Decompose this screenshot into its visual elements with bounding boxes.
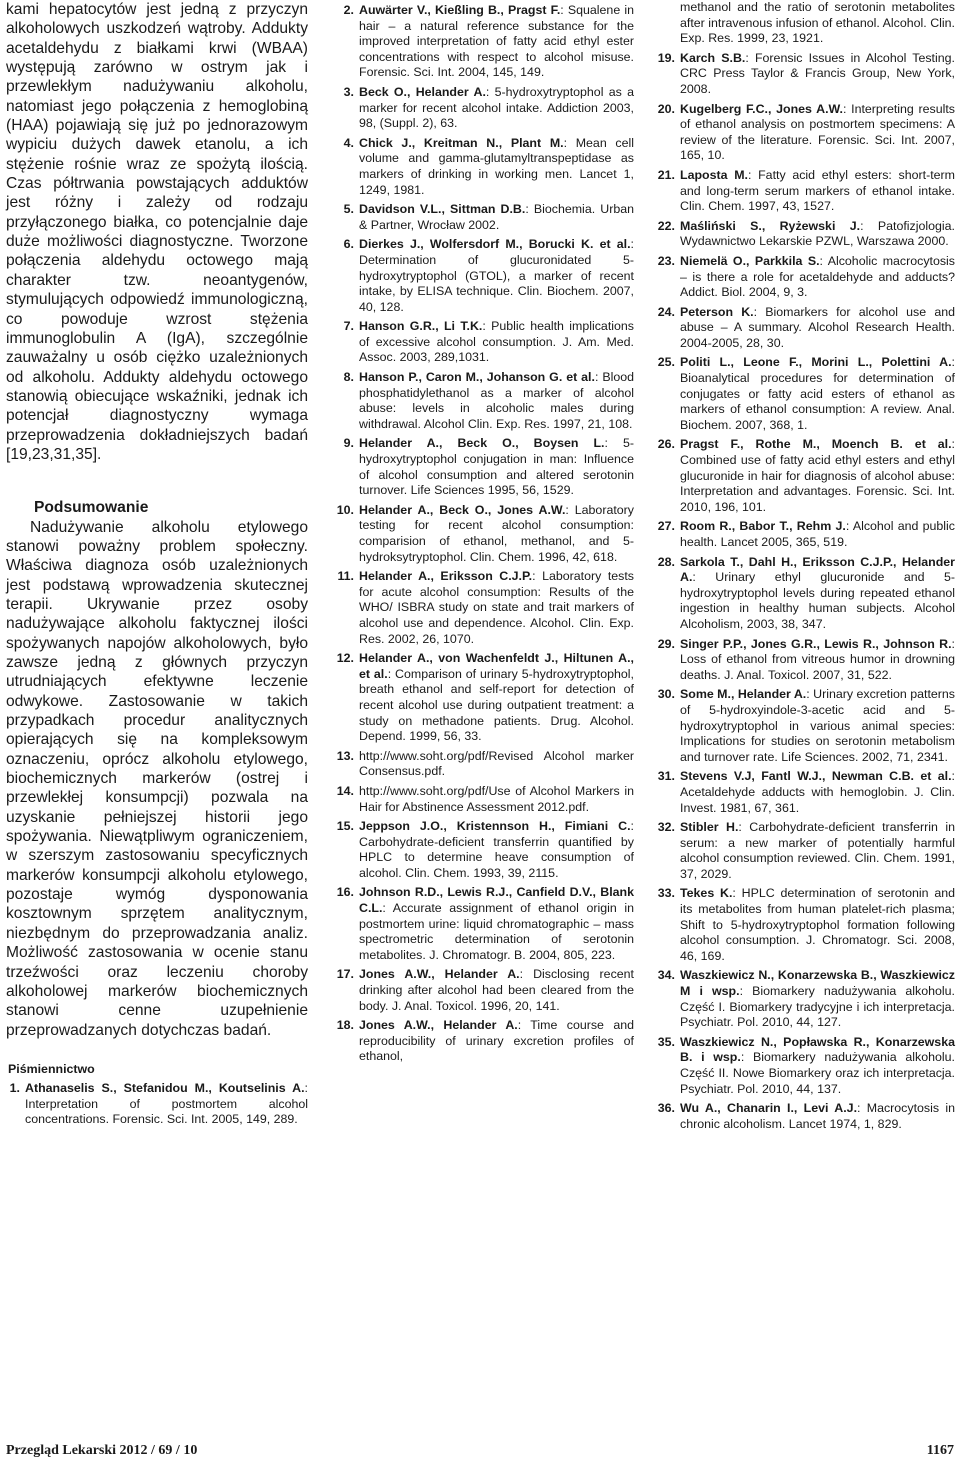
reference-details: : 5-hydroxytryptophol conjugation in man: Influence of alcohol consumption and altered serotonin turnover. Life Sciences 1995, 56, 1529. xyxy=(359,436,634,498)
reference-details: http://www.soht.org/pdf/Revised Alcohol marker Consensus.pdf. xyxy=(359,748,634,779)
reference-number: 21. xyxy=(657,167,675,182)
reference-item xyxy=(334,784,634,815)
reference-text xyxy=(359,569,634,647)
reference-item xyxy=(655,51,955,98)
reference-details: : Disclosing recent drinking after alcohol had been cleared from the body. J. Anal. Toxicol. 1996, 20, 141. xyxy=(359,967,634,1013)
reference-item xyxy=(655,687,955,765)
reference-number: 19. xyxy=(657,50,675,65)
reference-item xyxy=(334,202,634,233)
reference-item xyxy=(334,237,634,315)
reference-number: 24. xyxy=(657,304,675,319)
reference-number: 31. xyxy=(657,769,675,784)
reference-authors: Auwärter V., Kießling B., Pragst F. xyxy=(359,3,561,17)
reference-item xyxy=(334,436,634,498)
reference-number: 34. xyxy=(657,968,675,983)
reference-details: : Carbohydrate-deficient transferrin quantified by HPLC to determine heave consumption of alcohol. Clin. Chem. 1993, 39, 2115. xyxy=(359,819,634,880)
reference-details: : Acetaldehyde adducts with hemoglobin. J. Clin. Invest. 1981, 67, 361. xyxy=(680,769,955,815)
reference-authors: Sarkola T., Dahl H., Eriksson C.J.P., Helander A. xyxy=(680,554,955,585)
reference-text xyxy=(359,85,634,132)
reference-text xyxy=(359,885,634,963)
reference-text xyxy=(359,436,634,498)
reference-authors: Peterson K. xyxy=(680,304,754,319)
reference-text xyxy=(680,102,955,164)
reference-details: : Blood phosphatidylethanol as a marker of alcohol abuse: levels in alcoholic males during withdrawal. Alcohol Clin. Exp. Res. 1997, 21, 108. xyxy=(359,370,635,431)
reference-authors: Beck O., Helander A. xyxy=(359,84,486,99)
reference-text xyxy=(25,1081,308,1128)
reference-number: 1. xyxy=(9,1081,20,1096)
summary-paragraph: Nadużywanie alkoholu etylowego stanowi poważny problem społeczny. Właściwa diagnoza osób uzależnionych jest podstawą wprowadzenia skutecznej terapii. Ukrywanie przez osoby nadużywające alkoholu faktycznej ilości spożywanych napojów alkoholowych, było zawsze jedną z głównych przyczyn utrudniających efektywne leczenie odwykowe. Zastosowanie w takich przypadkach procedur analitycznych opierających się na kompleksowym oznaczeniu, oprócz alkoholu etylowego, biochemicznych markerów (ostrej i przewlekłej konsumpcji) pozwala na uzyskanie pełniejszej historii jego spożywania. Niewątpliwym ograniczeniem, w szerszym zastosowaniu specyficznych markerów konsumpcji alkoholu etylowego, pozostaje wymóg dysponowania kosztownym sprzętem analitycznym, niezbędnym do przeprowadzania analiz. Możliwość zastosowania w ocenie stanu trzeźwości oraz leczeniu choroby alkoholowej markerów biochemicznych stanowi cenne uzupełnienie przeprowadzanych dotychczas badań. xyxy=(6,518,308,1039)
reference-number: 13. xyxy=(336,748,354,763)
reference-item xyxy=(334,3,634,81)
reference-authors: Waszkiewicz N., Konarzewska B., Waszkiewicz M i wsp. xyxy=(680,968,955,999)
reference-text xyxy=(680,1101,955,1132)
reference-number: 33. xyxy=(657,886,675,901)
reference-item xyxy=(334,503,634,565)
reference-details: : Laboratory testing for recent alcohol consumption: comparision of ethanol, methanol, and 5-hydroksytryptophol. Clin. Chem. 1996, 42, 618. xyxy=(359,502,634,564)
summary-heading: Podsumowanie xyxy=(34,499,149,517)
reference-item xyxy=(334,85,634,132)
reference-number: 4. xyxy=(343,135,354,150)
reference-text xyxy=(359,967,634,1014)
reference-item xyxy=(655,437,955,515)
reference-item xyxy=(655,886,955,964)
reference-text xyxy=(680,555,955,633)
reference-authors: Singer P.P., Jones G.R., Lewis R., Johnson R. xyxy=(680,636,952,651)
reference-item xyxy=(655,219,955,250)
reference-details: : Laboratory tests for acute alcohol consumption: Results of the WHO/ ISBRA study on state and trait markers of alcohol use and dependence. Alcohol. Clin. Exp. Res. 2002, 26, 1070. xyxy=(359,569,634,646)
reference-details: : HPLC determination of serotonin and its metabolites from human platelet-rich plasma; Shift to 5-hydroxytryptophol formation following alcohol consumption. J. Chromatogr. Sci. 2008, 46, 169. xyxy=(680,886,956,963)
reference-authors: Some M., Helander A. xyxy=(680,687,807,702)
reference-item xyxy=(655,968,955,1030)
reference-authors: Politi L., Leone F., Morini L., Polettini A. xyxy=(680,355,952,370)
reference-item xyxy=(655,519,955,550)
reference-text xyxy=(680,254,955,301)
reference-authors: Laposta M. xyxy=(680,167,748,182)
reference-item xyxy=(655,305,955,352)
reference-text xyxy=(359,503,634,565)
reference-authors: Stibler H. xyxy=(680,820,739,835)
reference-text xyxy=(359,370,634,432)
reference-text xyxy=(680,687,955,765)
reference-authors: Jones A.W., Helander A. xyxy=(359,967,520,982)
reference-number: 3. xyxy=(343,84,354,99)
references-heading: Piśmiennictwo xyxy=(8,1061,95,1076)
reference-text xyxy=(680,51,955,98)
reference-details: : Alcoholic macrocytosis – is there a role for acetaldehyde and adducts? Addict. Biol. 2004, 9, 3. xyxy=(680,253,955,300)
reference-item xyxy=(334,370,634,432)
reference-text xyxy=(680,886,955,964)
reference-number: 28. xyxy=(657,554,675,569)
reference-text xyxy=(680,305,955,352)
reference-text xyxy=(680,637,955,684)
reference-text xyxy=(680,168,955,215)
reference-continuation: methanol and the ratio of serotonin metabolites after intravenous infusion of ethanol. Alcohol. Clin. Exp. Res. 1999, 23, 1921. xyxy=(680,0,955,46)
reference-text xyxy=(359,3,634,81)
reference-number: 2. xyxy=(343,3,354,17)
reference-item xyxy=(334,885,634,963)
reference-authors: Helander A., Eriksson C.J.P. xyxy=(359,569,533,584)
reference-item xyxy=(655,254,955,301)
reference-number: 26. xyxy=(657,437,675,452)
reference-list xyxy=(334,3,634,1065)
reference-details: : Urinary ethyl glucuronide and 5-hydroxytryptophol levels during repeated ethanol ingestion in healthy human subjects. Alcohol Alcoholism, 2003, 38, 347. xyxy=(680,570,955,631)
reference-details: : Squalene in hair – a natural reference substance for the improved interpretation of fatty acid ethyl ester concentrations with respect to alcohol misuse. Forensic. Sci. Int. 2004, 145, 149. xyxy=(359,3,634,80)
reference-item xyxy=(6,1081,308,1128)
reference-authors: Wu A., Chanarin I., Levi A.J. xyxy=(680,1101,858,1116)
reference-details: : Carbohydrate-deficient transferrin in serum: a new marker of potentially harmful alcohol consumption reviewed. Clin. Chem. 1991, 37, 2029. xyxy=(680,820,955,881)
reference-list xyxy=(655,51,955,1133)
reference-item xyxy=(655,1101,955,1132)
reference-details: : Public health implications of excessive alcohol consumption. J. Am. Med. Assoc. 2003, 289,1031. xyxy=(359,319,634,365)
reference-details: : Biochemia. Urban & Partner, Wrocław 2002. xyxy=(359,202,634,232)
reference-details: : Alcohol and public health. Lancet 2005, 365, 519. xyxy=(680,519,955,549)
column-middle xyxy=(334,0,634,1069)
reference-list xyxy=(6,1081,308,1128)
reference-authors: Kugelberg F.C., Jones A.W. xyxy=(680,101,843,116)
reference-number: 36. xyxy=(657,1101,675,1116)
reference-details: : Biomarkery nadużywania alkoholu. Część II. Nowe Biomarkery oraz ich interpretacja. Psychiatr. Pol. 2010, 44, 137. xyxy=(680,1050,955,1096)
reference-number: 6. xyxy=(343,237,354,252)
reference-details: : Patofizjologia. Wydawnictwo Lekarskie PZWL, Warszawa 2000. xyxy=(680,218,956,249)
reference-authors: Hanson G.R., Li T.K. xyxy=(359,319,483,334)
reference-authors: Jones A.W., Helander A. xyxy=(359,1018,518,1033)
reference-number: 12. xyxy=(336,651,354,666)
reference-number: 11. xyxy=(337,569,354,584)
reference-text xyxy=(680,769,955,816)
reference-details: : Interpreting results of ethanol analysis on postmortem specimens: A review of the literature. Forensic. Sci. Int. 2007, 165, 10. xyxy=(680,101,955,163)
reference-details: : Combined use of fatty acid ethyl esters and ethyl glucuronide in hair for diagnosis of alcohol abuse: Interpretation and advantages. Forensic. Sci. Int. 2010, 196, 101. xyxy=(680,437,955,514)
reference-details: : Biomarkery nadużywania alkoholu. Część I. Biomarkery tradycyjne i ich interpretacja. Psychiatr. Pol. 2010, 44, 127. xyxy=(680,984,955,1030)
reference-authors: Pragst F., Rothe M., Moench B. et al. xyxy=(680,437,952,452)
reference-authors: Karch S.B. xyxy=(680,50,746,65)
reference-text xyxy=(359,819,634,881)
reference-authors: Athanaselis S., Stefanidou M., Koutselinis A. xyxy=(25,1081,305,1096)
reference-number: 16. xyxy=(336,885,354,900)
reference-details: : Forensic Issues in Alcohol Testing. CRC Press Taylor & Francis Group, New York, 2008. xyxy=(680,50,955,96)
reference-text xyxy=(680,968,955,1030)
reference-item xyxy=(334,819,634,881)
reference-text xyxy=(680,219,955,250)
reference-number: 32. xyxy=(657,820,675,835)
reference-authors: Stevens V.J, Fantl W.J., Newman C.B. et al. xyxy=(680,769,952,784)
reference-authors: Davidson V.L., Sittman D.B. xyxy=(359,202,526,217)
footer-journal-title: Przegląd Lekarski 2012 / 69 / 10 xyxy=(6,1443,198,1458)
reference-number: 15. xyxy=(336,819,354,834)
reference-details: : Biomarkers for alcohol use and abuse – A summary. Alcohol Research Health. 2004-2005, 28, 30. xyxy=(680,304,956,350)
reference-authors: Niemelä O., Parkkila S. xyxy=(680,253,820,268)
reference-number: 5. xyxy=(343,202,354,217)
footer-page-number: 1167 xyxy=(926,1443,954,1458)
reference-number: 30. xyxy=(657,687,675,702)
reference-details: : 5-hydroxytryptophol as a marker for recent alcohol intake. Addiction 2003, 98, (Suppl. 2), 63. xyxy=(359,84,634,131)
reference-authors: Johnson R.D., Lewis R.J., Canfield D.V., Blank C.L. xyxy=(359,885,634,916)
reference-details: : Macrocytosis in chronic alcoholism. Lancet 1974, 1, 829. xyxy=(680,1101,955,1131)
reference-item xyxy=(334,967,634,1014)
reference-item xyxy=(334,1018,634,1065)
reference-authors: Room R., Babor T., Rehm J. xyxy=(680,519,846,534)
reference-number: 8. xyxy=(343,370,354,385)
reference-number: 25. xyxy=(657,355,675,370)
reference-details: : Time course and reproducibility of urinary excretion profiles of ethanol, xyxy=(359,1018,634,1064)
column-left xyxy=(6,0,308,1132)
reference-number: 14. xyxy=(336,783,354,798)
reference-text xyxy=(359,202,634,233)
reference-item xyxy=(655,769,955,816)
reference-details: : Comparison of urinary 5-hydroxytryptophol, breath ethanol and self-report for detection of recent alcohol use during outpatient treatment: a study on methadone patients. Drug. Alcohol. Depend. 1999, 56, 33. xyxy=(359,666,634,744)
reference-text xyxy=(680,437,955,515)
reference-authors: Waszkiewicz N., Popławska R., Konarzewska B. i wsp. xyxy=(680,1034,955,1065)
reference-number: 18. xyxy=(336,1018,354,1033)
reference-number: 29. xyxy=(657,636,675,651)
body-paragraph: kami hepatocytów jest jedną z przyczyn alkoholowych uszkodzeń wątroby. Addukty acetaldehydu z białkami krwi (WBAA) występują zarówno w ostrym jak i przewlekłym nadużywaniu alkoholu, natomiast jego połączenia z hemoglobiną (HAA) pojawiają się już po jednorazowym wypiciu dużych dawek etanolu, a ich stężenie rośnie wraz ze spożytą ilością. Czas półtrwania powstających adduktów jest różny i zależy od rodzaju przyłączonego białka, co potencjalnie daje duże możliwości diagnostyczne. Tworzone połączenia aldehydu octowego mają charakter tzw. neoantygenów, stymulujących odpowiedź immunologiczną, co powoduje wzrost stężenia immunoglobulin A (IgA), szczególnie zauważalny u osób ciężko uzależnionych od alkoholu. Addukty aldehydu octowego stanowią obiecujące wskaźniki, jednak ich potencjał diagnostyczny wymaga przeprowadzenia dokładniejszych badań [19,23,31,35]. xyxy=(6,1,308,463)
reference-item xyxy=(655,555,955,633)
reference-number: 20. xyxy=(657,101,675,116)
reference-details: : Accurate assignment of ethanol origin in postmortem urine: liquid chromatographic – mass spectrometric determination of serotonin metabolites. J. Chromatogr. B. 2004, 805, 223. xyxy=(359,901,634,962)
reference-number: 27. xyxy=(657,519,675,534)
reference-text xyxy=(359,784,634,815)
reference-details: http://www.soht.org/pdf/Use of Alcohol Markers in Hair for Abstinence Assessment 2012.pdf. xyxy=(359,783,634,814)
reference-authors: Tekes K. xyxy=(680,886,733,901)
reference-text xyxy=(680,519,955,550)
reference-details: : Interpretation of postmortem alcohol concentrations. Forensic. Sci. Int. 2005, 149, 289. xyxy=(25,1081,308,1127)
reference-details: : Mean cell volume and gamma-glutamyltranspeptidase as markers of drinking in working men. Lancet 1, 1249, 1981. xyxy=(359,135,634,197)
reference-authors: Jeppson J.O., Kristennson H., Fimiani C. xyxy=(359,819,631,834)
reference-details: : Urinary excretion patterns of 5-hydroxyindole-3-acetic acid and 5-hydroxytryptophol in various animal species: Implications for studies on serotonin metabolism and turnover rate. Life Sciences. 2002, 71, 2341. xyxy=(680,687,956,764)
reference-text xyxy=(359,237,634,315)
column-right xyxy=(655,0,955,1136)
reference-details: : Bioanalytical procedures for determination of conjugates or fatty acid esters of ethanol as markers of ethanol consumption: A review. Anal. Biochem. 2007, 368, 1. xyxy=(680,355,955,432)
reference-text xyxy=(359,319,634,366)
reference-item xyxy=(334,136,634,198)
reference-text xyxy=(359,749,634,780)
reference-text xyxy=(359,136,634,198)
reference-text xyxy=(680,355,955,433)
reference-details: : Determination of glucuronidated 5-hydroxytryptophol (GTOL), a marker of recent intake, by ELISA technique. Clin. Biochem. 2007, 40, 128. xyxy=(359,237,634,314)
reference-number: 9. xyxy=(343,436,354,451)
reference-authors: Helander A., von Wachenfeldt J., Hiltunen A., et al. xyxy=(359,651,634,681)
reference-authors: Helander A., Beck O., Jones A.W. xyxy=(359,502,566,517)
reference-item xyxy=(334,651,634,745)
reference-authors: Maśliński S., Ryżewski J. xyxy=(680,218,861,233)
reference-item xyxy=(655,1035,955,1097)
reference-number: 22. xyxy=(657,218,675,233)
reference-text xyxy=(359,651,634,745)
reference-number: 23. xyxy=(657,253,675,268)
reference-text xyxy=(680,820,955,882)
reference-authors: Dierkes J., Wolfersdorf M., Borucki K. et al. xyxy=(359,237,631,252)
reference-text xyxy=(359,1018,634,1065)
reference-number: 17. xyxy=(336,967,354,982)
reference-item xyxy=(655,637,955,684)
reference-item xyxy=(655,168,955,215)
reference-authors: Helander A., Beck O., Boysen L. xyxy=(359,436,605,451)
reference-item xyxy=(655,102,955,164)
reference-item xyxy=(334,749,634,780)
reference-authors: Hanson P., Caron M., Johanson G. et al. xyxy=(359,370,595,385)
reference-item xyxy=(655,820,955,882)
reference-details: : Fatty acid ethyl esters: short-term and long-term serum markers of ethanol intake. Clin. Chem. 1997, 43, 1527. xyxy=(680,167,955,214)
reference-item xyxy=(334,319,634,366)
reference-item xyxy=(655,355,955,433)
reference-number: 35. xyxy=(657,1034,675,1049)
reference-item xyxy=(334,569,634,647)
reference-text xyxy=(680,1035,955,1097)
reference-number: 7. xyxy=(343,319,354,334)
reference-number: 10. xyxy=(336,502,354,517)
reference-authors: Chick J., Kreitman N., Plant M. xyxy=(359,135,564,150)
reference-details: : Loss of ethanol from vitreous humor in drowning deaths. J. Anal. Toxicol. 2007, 31, 522. xyxy=(680,636,955,682)
